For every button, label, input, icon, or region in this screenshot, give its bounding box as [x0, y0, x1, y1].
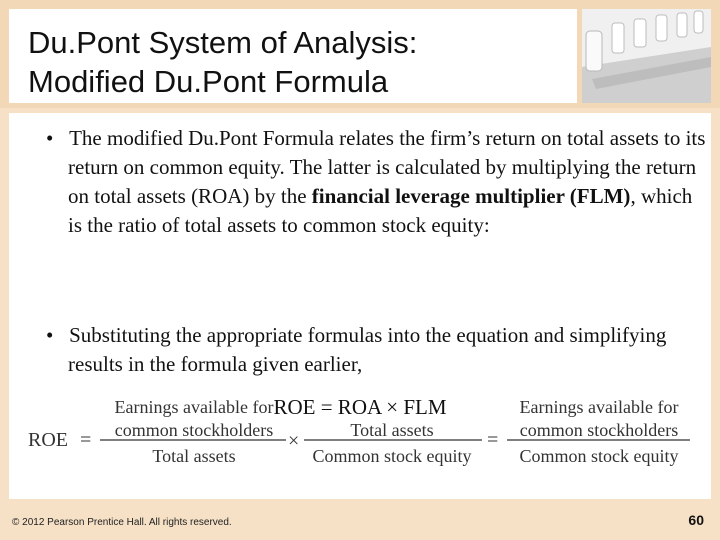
bullet-marker: • — [46, 126, 54, 150]
fraction-1-denominator: Total assets — [152, 446, 236, 466]
roe-equation: ROE = ROA × FLM — [273, 395, 447, 419]
bullet-1-bold-term: financial leverage multiplier (FLM) — [311, 184, 631, 208]
fraction-3-denominator: Common stock equity — [519, 446, 679, 466]
fraction-3-numerator-line-2: common stockholders — [519, 420, 679, 440]
title-box — [9, 9, 577, 103]
fraction-3-numerator-line-1: Earnings available for — [519, 397, 679, 417]
roe-formula — [18, 393, 708, 477]
title-line-1: Du.Pont System of Analysis: — [28, 25, 418, 60]
bullet-1 — [46, 124, 708, 240]
slide-title — [28, 23, 578, 101]
conference-room-chairs-photo — [582, 9, 711, 103]
copyright-notice: © 2012 Pearson Prentice Hall. All rights reserved. — [12, 517, 232, 528]
fraction-1-numerator-line-1: Earnings available for — [114, 397, 274, 417]
fraction-1-numerator-line-2: common stockholders — [114, 420, 274, 440]
formula-equals-1: = — [80, 429, 92, 451]
page-number: 60 — [688, 512, 704, 528]
bullet-1-text-start: The modified Du.Pont Formula relates the firm’s return on total assets to its return on common equity. The latter is calculated by multiplying the return on total assets (ROA) by the — [68, 126, 706, 208]
formula-roe-label: ROE — [28, 429, 68, 451]
footer — [0, 499, 720, 540]
fraction-2-denominator: Common stock equity — [312, 446, 472, 466]
chairs-illustration — [582, 9, 711, 103]
bullet-1-text-end: , which is the ratio of total assets to common stock equity: — [68, 184, 693, 237]
formula-times: × — [288, 430, 300, 452]
formula-equals-2: = — [487, 429, 499, 451]
bullet-marker: • — [46, 323, 54, 347]
title-line-2: Modified Du.Pont Formula — [28, 64, 389, 99]
bullet-2-text: Substituting the appropriate formulas into the equation and simplifying results in the formula given earlier, — [68, 323, 667, 376]
fraction-2-numerator: Total assets — [350, 420, 434, 440]
bullet-2 — [46, 321, 708, 379]
